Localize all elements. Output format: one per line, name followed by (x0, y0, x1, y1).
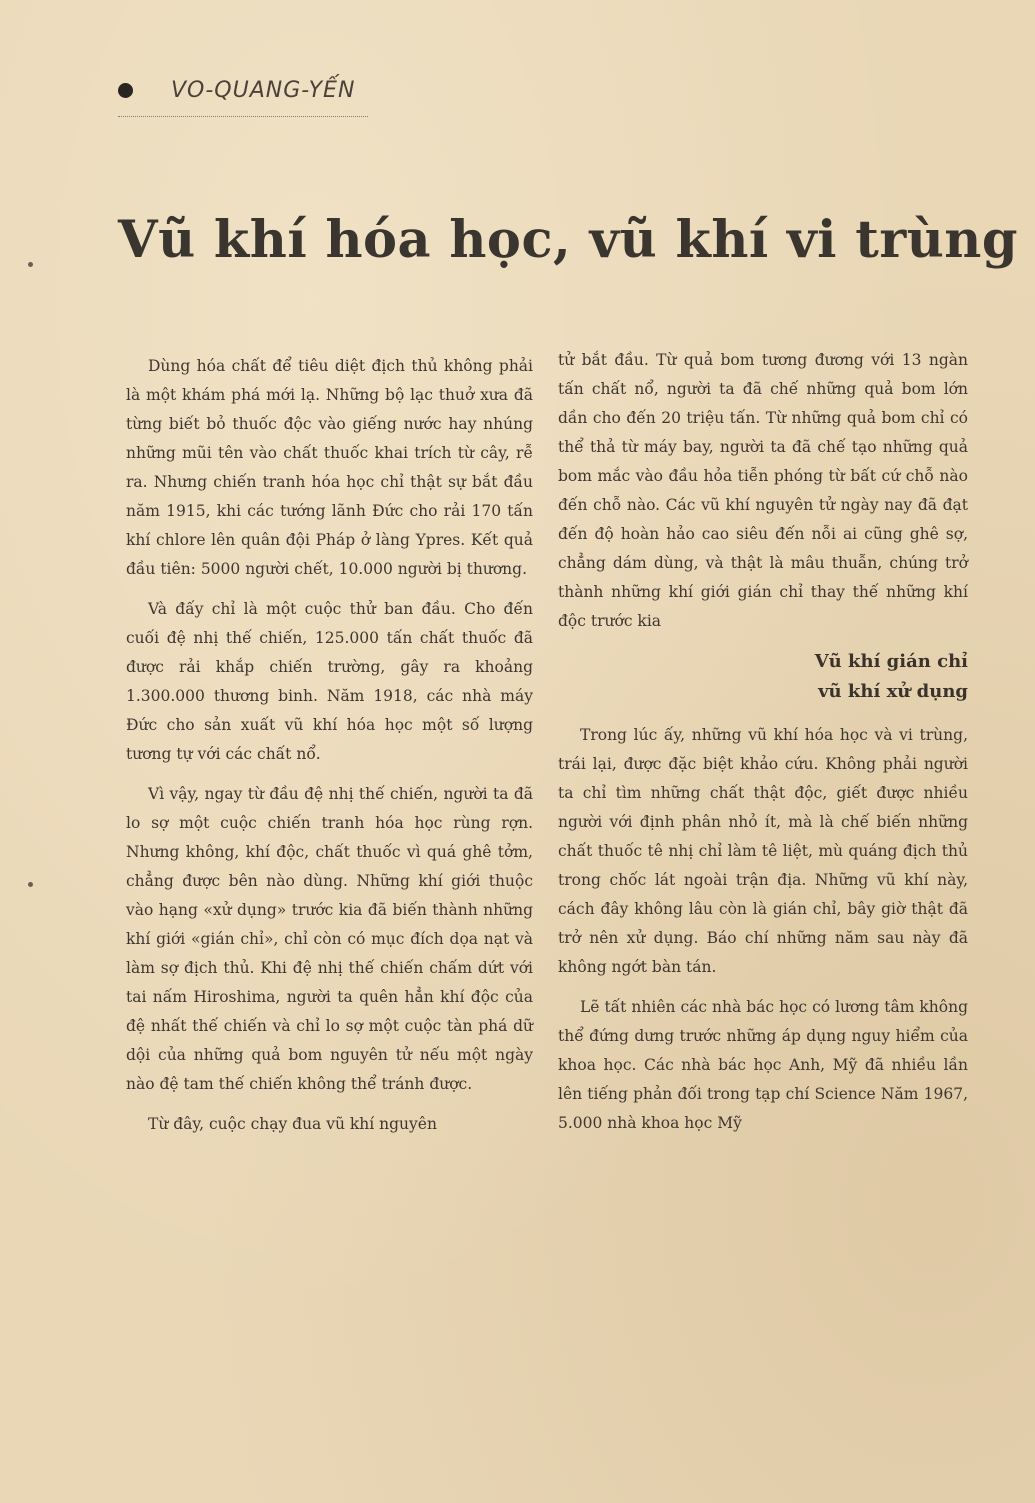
page-header (118, 78, 355, 103)
paragraph: Vì vậy, ngay từ đầu đệ nhị thế chiến, người ta đã lo sợ một cuộc chiến tranh hóa học rùng rợn. Nhưng không, khí độc, chất thuốc vì quá ghê tởm, chẳng được bên nào dùng. Những khí giới thuộc vào hạng «xử dụng» trước kia đã biến thành những khí giới «gián chỉ», chỉ còn có mục đích dọa nạt và làm sợ địch thủ. Khi đệ nhị thế chiến chấm dứt với tai nấm Hiroshima, người ta quên hẳn khí độc của đệ nhất thế chiến và chỉ lo sợ một cuộc tàn phá dữ dội của những quả bom nguyên tử nếu một ngày nào đệ tam thế chiến không thể tránh được. (126, 785, 533, 1093)
header-divider (118, 116, 368, 117)
section-subheading (558, 647, 968, 707)
paragraph: Từ đây, cuộc chạy đua vũ khí nguyên (148, 1115, 437, 1133)
paragraph: Dùng hóa chất để tiêu diệt địch thủ không phải là một khám phá mới lạ. Những bộ lạc thuở xưa đã từng biết bỏ thuốc độc vào giếng nước hay nhúng những mũi tên vào chất thuốc khai trích từ cây, rễ ra. Nhưng chiến tranh hóa học chỉ thật sự bắt đầu năm 1915, khi các tướng lãnh Đức cho rải 170 tấn khí chlore lên quân đội Pháp ở làng Ypres. Kết quả đầu tiên: 5000 người chết, 10.000 người bị thương. (126, 357, 533, 578)
bullet-icon (118, 83, 133, 98)
right-column (558, 346, 968, 1149)
subheading-line: vũ khí xử dụng (818, 681, 968, 702)
article-title: Vũ khí hóa học, vũ khí vi trùng (118, 210, 1019, 270)
subheading-line: Vũ khí gián chỉ (814, 651, 968, 672)
author-name: VO-QUANG-YẾN (171, 78, 356, 103)
margin-mark (28, 882, 33, 887)
paragraph-continued: tử bắt đầu. Từ quả bom tương đương với 13 ngàn tấn chất nổ, người ta đã chế những quả bom lớn dần cho đến 20 triệu tấn. Từ những quả bom chỉ có thể thả từ máy bay, người ta đã chế tạo những quả bom mắc vào đầu hỏa tiễn phóng từ bất cứ chỗ nào đến chỗ nào. Các vũ khí nguyên tử ngày nay đã đạt đến độ hoàn hảo cao siêu đến nỗi ai cũng ghê sợ, chẳng dám dùng, và thật là mâu thuẫn, chúng trở thành những khí giới gián chỉ thay thế những khí độc trước kia (558, 351, 968, 630)
left-column (126, 352, 533, 1150)
paragraph: Và đấy chỉ là một cuộc thử ban đầu. Cho đến cuối đệ nhị thế chiến, 125.000 tấn chất thuốc đã được rải khắp chiến trường, gây ra khoảng 1.300.000 thương binh. Năm 1918, các nhà máy Đức cho sản xuất vũ khí hóa học một số lượng tương tự với các chất nổ. (126, 600, 533, 763)
paragraph: Trong lúc ấy, những vũ khí hóa học và vi trùng, trái lại, được đặc biệt khảo cứu. Không phải người ta chỉ tìm những chất thật độc, giết được nhiều người với định phân nhỏ ít, mà là chế biến những chất thuốc tê nhị chỉ làm tê liệt, mù quáng địch thủ trong chốc lát ngoài trận địa. Những vũ khí này, cách đây không lâu còn là gián chỉ, bây giờ thật đã trở nên xử dụng. Báo chí những năm sau này đã không ngớt bàn tán. (558, 726, 968, 976)
paragraph: Lẽ tất nhiên các nhà bác học có lương tâm không thể đứng dưng trước những áp dụng nguy hiểm của khoa học. Các nhà bác học Anh, Mỹ đã nhiều lần lên tiếng phản đối trong tạp chí Science Năm 1967, 5.000 nhà khoa học Mỹ (558, 998, 968, 1132)
margin-mark (28, 262, 33, 267)
